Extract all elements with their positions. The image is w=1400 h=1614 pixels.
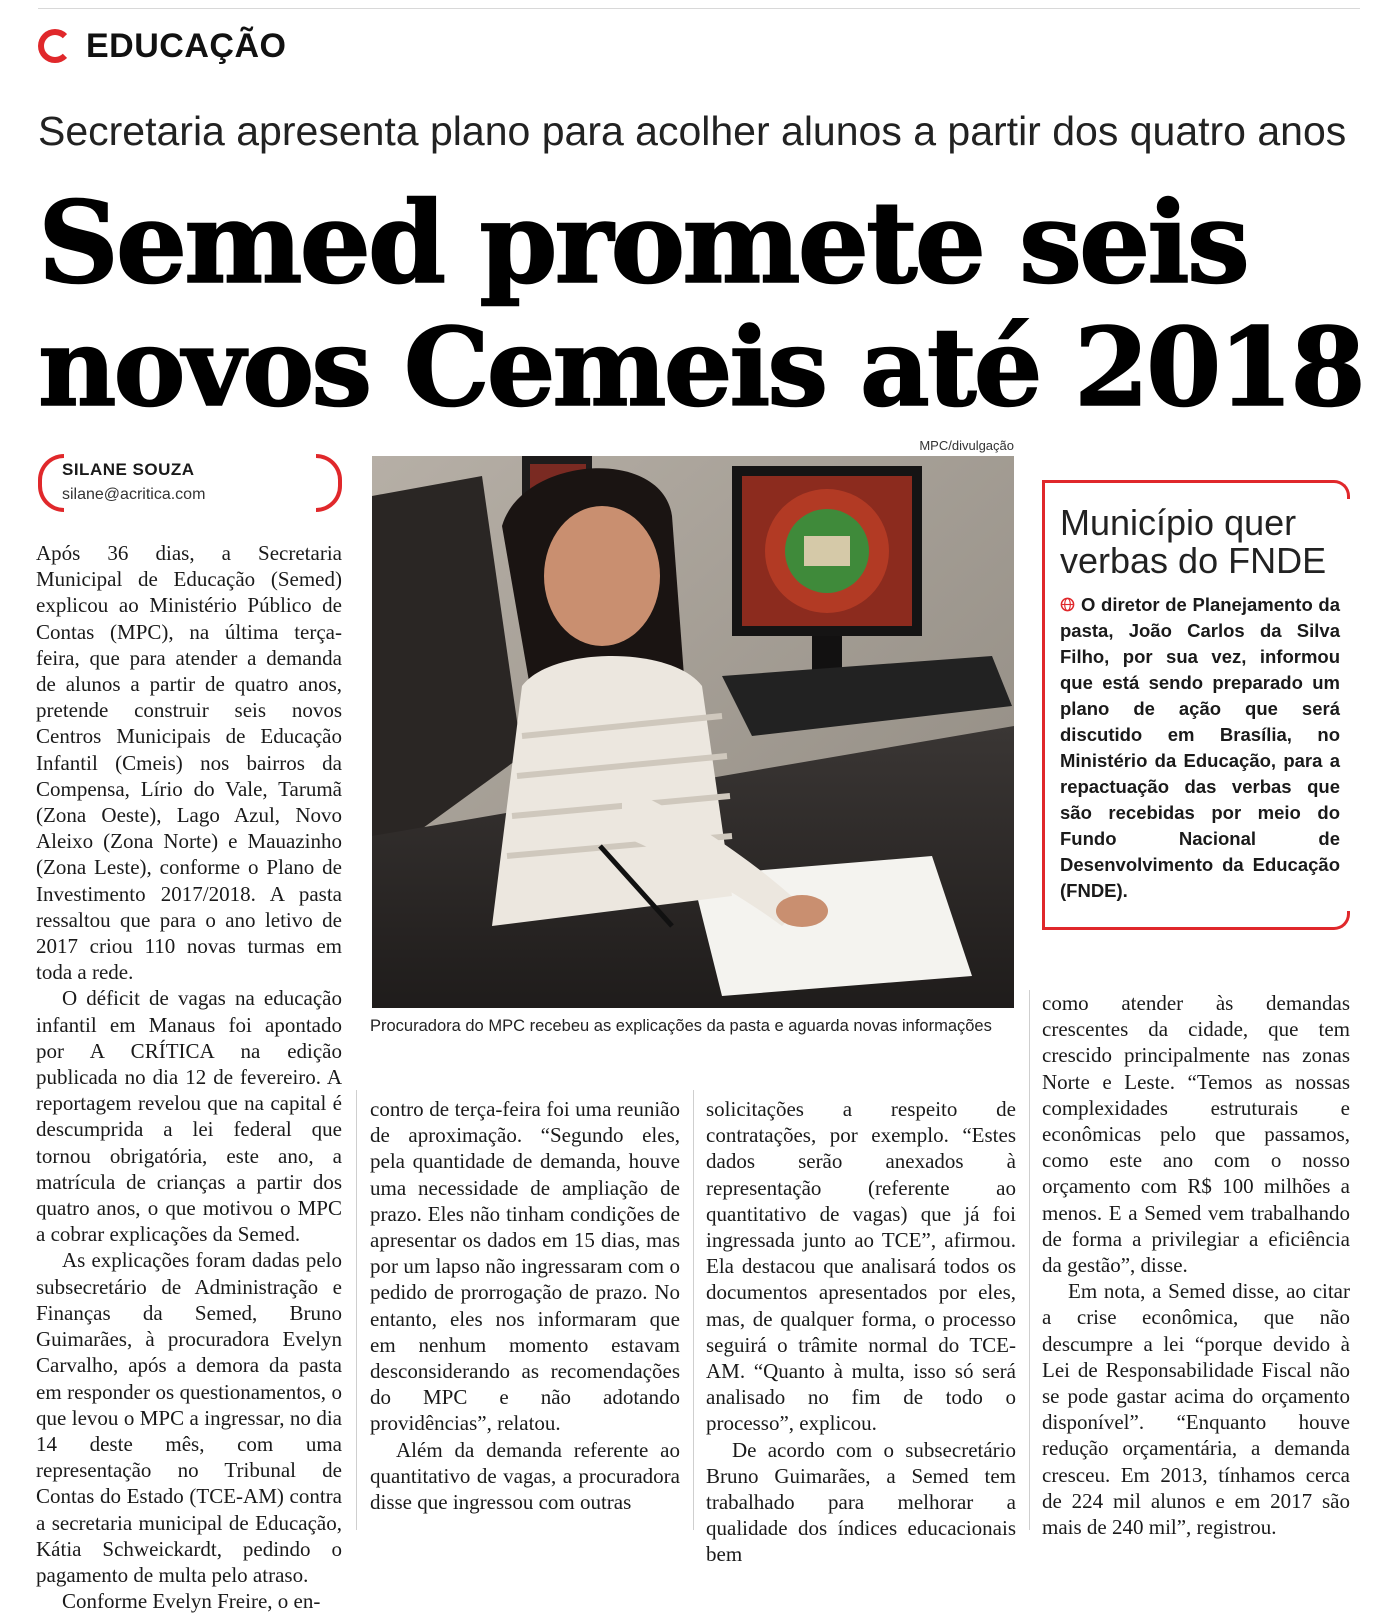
article-column-4: [1042, 990, 1350, 1540]
sidebar-body: [1060, 592, 1340, 904]
sidebar-title: Município quer verbas do FNDE: [1060, 502, 1327, 581]
paragraph: Após 36 dias, a Secretaria Municipal de Educação (Semed) explicou ao Ministério Público de Contas (MPC), na última terça-feira, que para atender a demanda de alunos a partir de quatro anos, pretende construir seis novos Centros Municipais de Educação Infantil (Cmeis) nos bairros da Compensa, Lírio do Vale, Tarumã (Zona Oeste), Lago Azul, Novo Aleixo (Zona Norte) e Mauazinho (Zona Leste), conforme o Plano de Investimento 2017/2018. A pasta ressaltou que para o ano letivo de 2017 criou 110 novas turmas em toda a rede.: [36, 541, 342, 985]
paragraph: Em nota, a Semed disse, ao citar a crise econômica, que não descumpre a lei “porque devido à Lei de Responsabilidade Fiscal não se pode gastar acima do orçamento disponível”. “Enquanto houve redução orçamentária, a demanda cresceu. Em 2013, tínhamos cerca de 224 mil alunos e em 2017 são mais de 240 mil”, registrou.: [1042, 1279, 1350, 1540]
photo-caption: Procuradora do MPC recebeu as explicações da pasta e aguarda novas informações: [370, 1017, 992, 1035]
sidebar-border-left: [1042, 480, 1045, 930]
paragraph: De acordo com o subsecretário Bruno Guimarães, a Semed tem trabalhado para melhorar a qualidade dos índices educacionais bem: [706, 1437, 1016, 1567]
sidebar-corner-bottom: [1329, 911, 1350, 930]
sidebar-border-top: [1042, 480, 1332, 483]
sidebar-corner-top: [1329, 480, 1350, 499]
photo-illustration: [372, 456, 1014, 1008]
paragraph: como atender às demandas crescentes da cidade, que tem crescido principalmente nas zonas Norte e Leste. “Temos as nossas complexidades estruturais e econômicas pelo que passamos, como este ano com o nosso orçamento com R$ 100 milhões a menos. E a Semed vem trabalhando de forma a privilegiar a eficiência da gestão”, disse.: [1042, 991, 1350, 1278]
section-header: [38, 26, 286, 66]
acritica-logo-icon: [38, 29, 72, 63]
headline-line-2: novos Cemeis até 2018: [38, 305, 1363, 431]
sidebar-border-bottom: [1042, 927, 1332, 930]
author-email[interactable]: silane@acritica.com: [62, 486, 206, 503]
kicker: Secretaria apresenta plano para acolher alunos a partir dos quatro anos: [38, 108, 1347, 154]
paragraph: Além da demanda referente ao quantitativo de vagas, a procuradora disse que ingressou com outras: [370, 1437, 680, 1515]
article-photo: [372, 456, 1014, 1008]
paragraph: contro de terça-feira foi uma reunião de aproximação. “Segundo eles, pela quantidade de demanda, houve uma necessidade de ampliação de prazo. Eles não tinham condições de apresentar os dados em 15 dias, mas por um lapso não ingressaram com o pedido de prorrogação de prazo. No entanto, eles nos informaram que em nenhum momento estavam desconsiderando as recomendações do MPC e não adotando providências”, relatou.: [370, 1097, 680, 1436]
paragraph: solicitações a respeito de contratações, por exemplo. “Estes dados serão anexados à representação (referente ao quantitativo de vagas) que já foi ingressada junto ao TCE”, afirmou. Ela destacou que analisará todos os documentos apresentados por eles, mas, de qualquer forma, o processo seguirá o trâmite normal do TCE-AM. “Quanto à multa, isso só será analisado no fim de todo o processo”, explicou.: [706, 1097, 1016, 1436]
article-column-1: [36, 540, 342, 1614]
globe-icon: [1060, 597, 1075, 612]
column-divider: [693, 1090, 694, 1530]
article-column-3: [706, 1096, 1016, 1567]
sidebar-box: [1042, 480, 1350, 930]
article-column-2: [370, 1096, 680, 1536]
paragraph: O déficit de vagas na educação infantil em Manaus foi apontado por A CRÍTICA na edição publicada no dia 12 de fevereiro. A reportagem revelou que na capital é descumprida a lei federal que tornou obrigatória, este ano, a matrícula de crianças a partir dos quatro anos, o que motivou o MPC a cobrar explicações da Semed.: [36, 986, 342, 1247]
column-divider: [1029, 990, 1030, 1530]
byline: [38, 452, 342, 512]
paragraph: As explicações foram dadas pelo subsecretário de Administração e Finanças da Semed, Bruno Guimarães, à procuradora Evelyn Carvalho, após a demora da pasta em responder os questionamentos, o que levou o MPC a ingressar, no dia 14 deste mês, com uma representação no Tribunal de Contas do Estado (TCE-AM) contra a secretaria municipal de Educação, Kátia Schweickardt, pedindo o pagamento de multa pelo atraso.: [36, 1248, 342, 1587]
headline-line-1: Semed promete seis: [38, 178, 1247, 309]
paragraph: Conforme Evelyn Freire, o en-: [62, 1589, 321, 1614]
section-label: EDUCAÇÃO: [86, 26, 287, 65]
column-divider: [356, 1090, 357, 1530]
byline-bracket-left: [38, 454, 64, 512]
top-rule: [38, 8, 1360, 9]
author-name: SILANE SOUZA: [62, 460, 195, 479]
photo-credit: MPC/divulgação: [919, 438, 1014, 453]
byline-bracket-right: [316, 454, 342, 512]
sidebar-text: O diretor de Planejamento da pasta, João Carlos da Silva Filho, por sua vez, informou que está sendo preparado um plano de ação que será discutido em Brasília, no Ministério da Educação, para a repactuação das verbas que são recebidas por meio do Fundo Nacional de Desenvolvimento da Educação (FNDE).: [1060, 594, 1340, 901]
